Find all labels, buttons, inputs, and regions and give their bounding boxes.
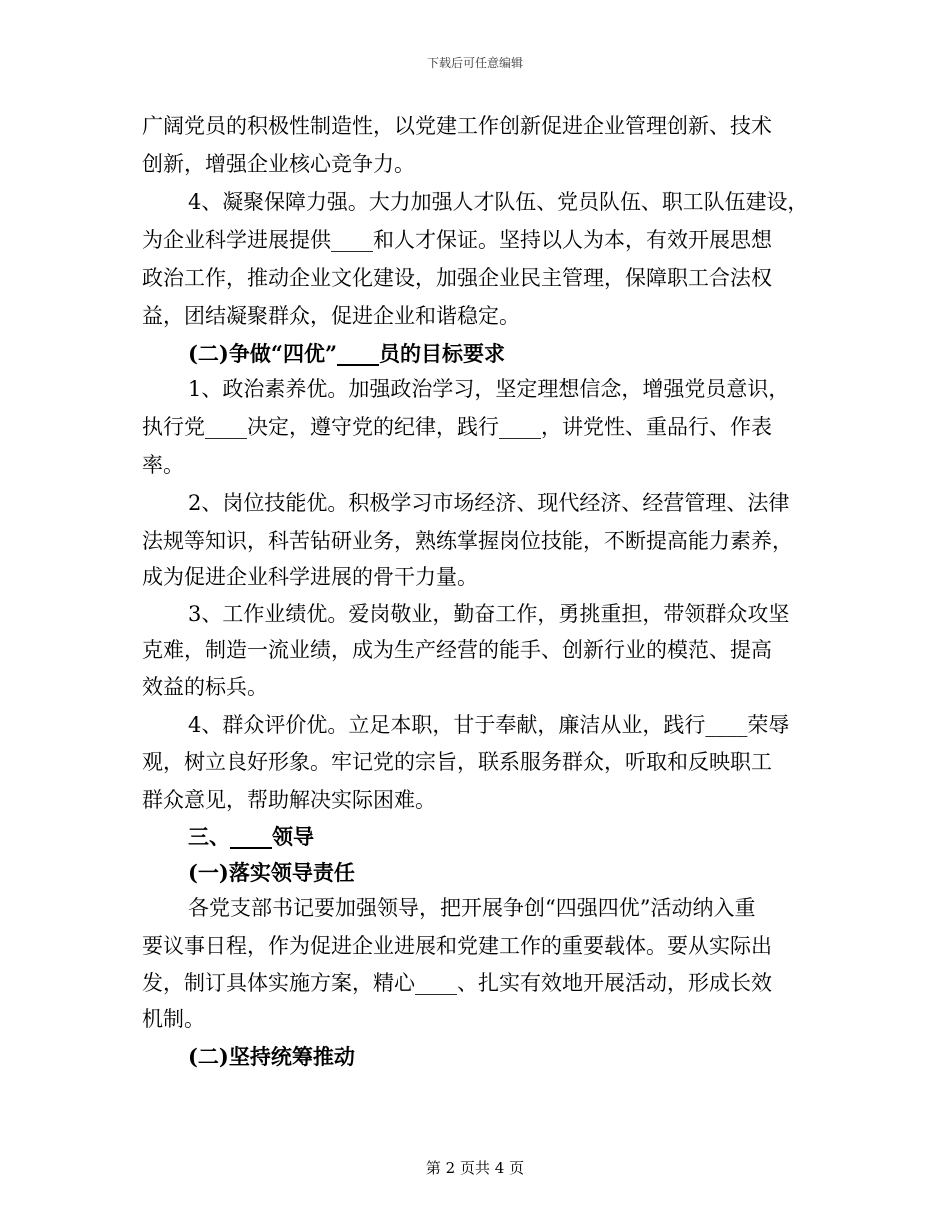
paragraph-line: 效益的标兵。 bbox=[142, 675, 268, 699]
paragraph-line: 群众意见，帮助解决实际困难。 bbox=[142, 788, 436, 812]
page-header: 下载后可任意编辑 bbox=[426, 56, 523, 70]
paragraph-line: 发，制订具体实施方案，精心____、扎实有效地开展活动，形成长效 bbox=[142, 971, 772, 995]
paragraph-line: 3、工作业绩优。爱岗敬业，勤奋工作，勇挑重担，带领群众攻坚 bbox=[188, 602, 790, 626]
paragraph-line: 益，团结凝聚群众，促进企业和谐稳定。 bbox=[142, 304, 520, 328]
paragraph-line: 创新，增强企业核心竞争力。 bbox=[142, 152, 415, 176]
paragraph-line: 执行党____决定，遵守党的纪律，践行____，讲党性、重品行、作表 bbox=[142, 415, 772, 439]
paragraph-line: 克难，制造一流业绩，成为生产经营的能手、创新行业的模范、提高 bbox=[142, 638, 772, 662]
subsection-heading: (一)落实领导责任 bbox=[188, 860, 355, 885]
page-footer: 第 2 页共 4 页 bbox=[425, 1159, 525, 1177]
paragraph-line: 2、岗位技能优。积极学习市场经济、现代经济、经营管理、法律 bbox=[188, 491, 790, 515]
paragraph-line: 成为促进企业科学进展的骨干力量。 bbox=[142, 565, 478, 589]
paragraph-line: 为企业科学进展提供____和人才保证。坚持以人为本，有效开展思想 bbox=[142, 228, 772, 252]
paragraph-line: 观，树立良好形象。牢记党的宗旨，联系服务群众，听取和反映职工 bbox=[142, 750, 772, 774]
paragraph-line: 4、群众评价优。立足本职，甘于奉献，廉洁从业，践行____荣辱 bbox=[188, 713, 790, 737]
paragraph-line: 政治工作，推动企业文化建设，加强企业民主管理，保障职工合法权 bbox=[142, 266, 772, 290]
paragraph-line: 1、政治素养优。加强政治学习，坚定理想信念，增强党员意识， bbox=[188, 377, 790, 401]
section-heading: 三、____领导 bbox=[188, 824, 314, 849]
paragraph-line: 4、凝聚保障力强。大力加强人才队伍、党员队伍、职工队伍建设， bbox=[188, 190, 809, 214]
paragraph-line: 要议事日程，作为促进企业进展和党建工作的重要载体。要从实际出 bbox=[142, 934, 772, 958]
paragraph-line: 机制。 bbox=[142, 1007, 205, 1031]
paragraph-line: 各党支部书记要加强领导，把开展争创“四强四优”活动纳入重 bbox=[188, 896, 756, 920]
section-heading: (二)争做“四优”____员的目标要求 bbox=[188, 341, 506, 366]
paragraph-line: 法规等知识，科苦钻研业务，熟练掌握岗位技能，不断提高能力素养， bbox=[142, 529, 793, 553]
paragraph-line: 广阔党员的积极性制造性，以党建工作创新促进企业管理创新、技术 bbox=[142, 114, 772, 138]
subsection-heading: (二)坚持统筹推动 bbox=[188, 1044, 355, 1069]
paragraph-line: 率。 bbox=[142, 453, 184, 477]
